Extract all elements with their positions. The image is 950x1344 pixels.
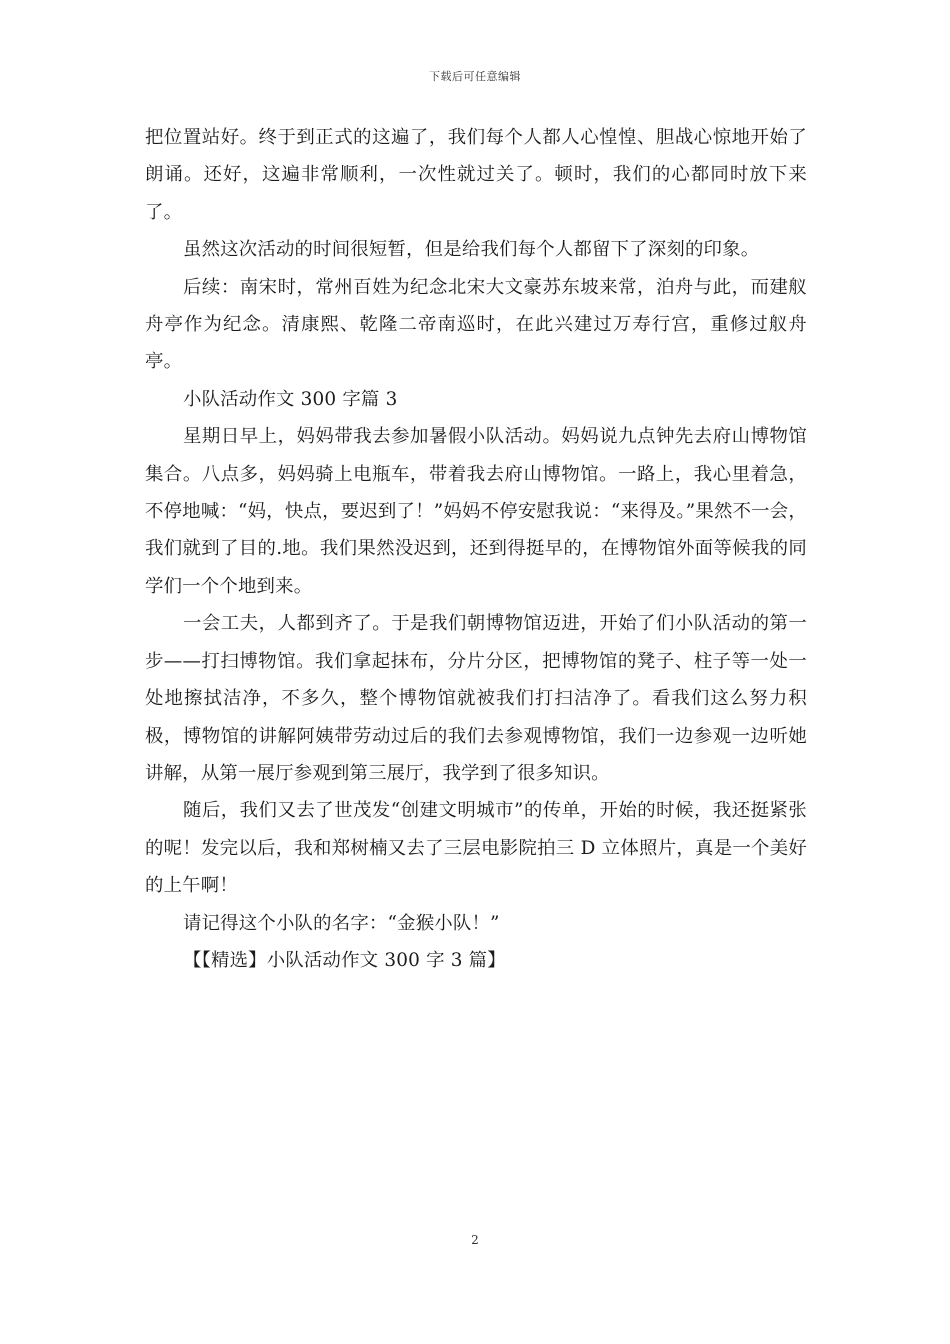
page-number: 2: [471, 1233, 479, 1247]
paragraph: 随后，我们又去了世茂发“创建文明城市”的传单，开始的时候，我还挺紧张的呢！发完以后，我和郑树楠又去了三层电影院拍三 D 立体照片，真是一个美好的上午啊！: [145, 800, 807, 897]
document-body: [145, 119, 807, 979]
paragraph-continuation: 把位置站好。终于到正式的这遍了，我们每个人都人心惶惶、胆战心惊地开始了朗诵。还好，这遍非常顺利，一次性就过关了。顿时，我们的心都同时放下来了。: [145, 127, 807, 223]
paragraph: 虽然这次活动的时间很短暂，但是给我们每个人都留下了深刻的印象。: [183, 239, 760, 261]
page-header: 下载后可任意编辑: [429, 70, 521, 83]
section-heading: 小队活动作文 300 字篇 3: [183, 388, 398, 410]
paragraph: 后续：南宋时，常州百姓为纪念北宋大文豪苏东坡来常，泊舟与此，而建舣舟亭作为纪念。清康熙、乾隆二帝南巡时，在此兴建过万寿行宫，重修过舣舟亭。: [145, 276, 807, 373]
paragraph: 一会工夫，人都到齐了。于是我们朝博物馆迈进，开始了们小队活动的第一步——打扫博物馆。我们拿起抹布，分片分区，把博物馆的凳子、柱子等一处一处地擦拭洁净，不多久，整个博物馆就被我们打扫洁净了。看我们这么努力积极，博物馆的讲解阿姨带劳动过后的我们去参观博物馆，我们一边参观一边听她讲解，从第一展厅参观到第三展厅，我学到了很多知识。: [145, 613, 807, 784]
paragraph: 请记得这个小队的名字：“金猴小队！”: [183, 912, 500, 934]
paragraph: 星期日早上，妈妈带我去参加暑假小队活动。妈妈说九点钟先去府山博物馆集合。八点多，妈妈骑上电瓶车，带着我去府山博物馆。一路上，我心里着急，不停地喊：“妈，快点，要迟到了！”妈妈不停安慰我说：“来得及。”果然不一会，我们就到了目的.地。我们果然没迟到，还到得挺早的，在博物馆外面等候我的同学们一个个地到来。: [145, 426, 807, 597]
closing-title: 【【精选】小队活动作文 300 字 3 篇】: [183, 949, 506, 971]
